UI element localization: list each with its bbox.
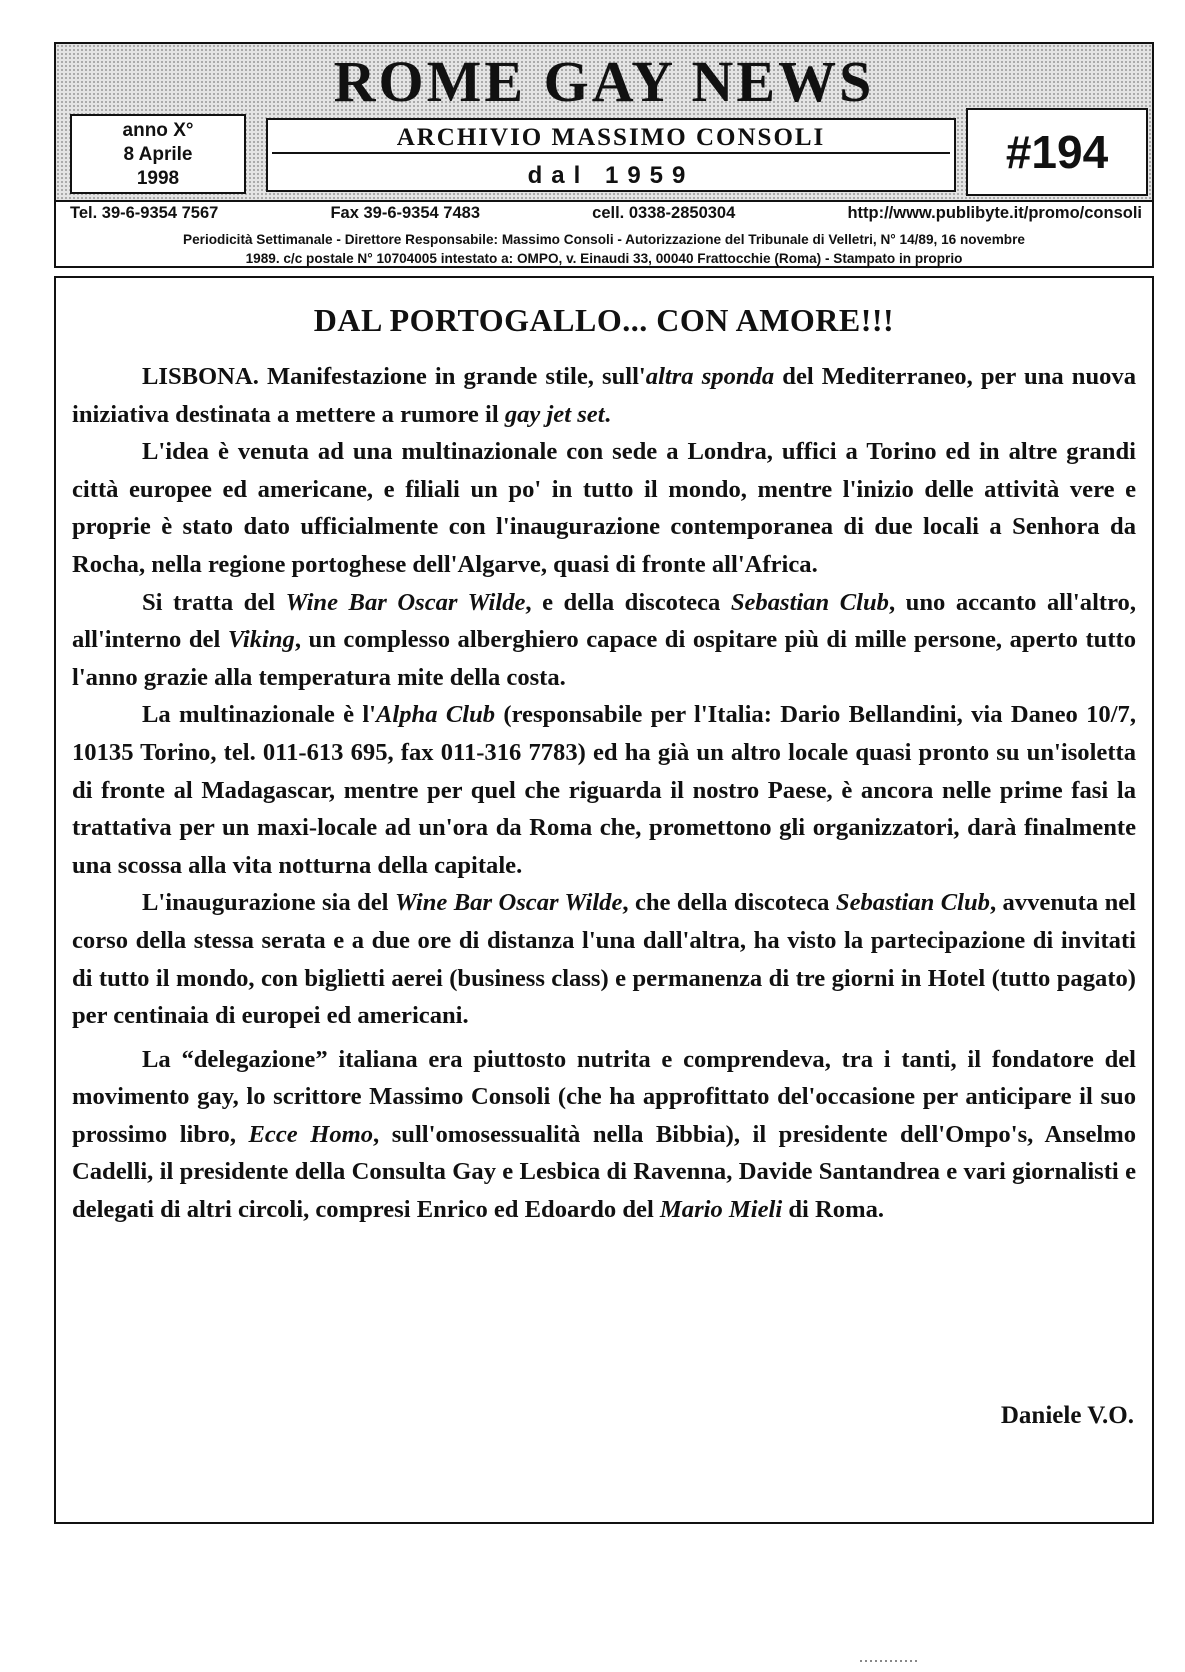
paragraph: L'idea è venuta ad una multinazionale con sede a Londra, uffici a Torino ed in altre grandi città europee ed americane, e filiali un po' in tutto il mondo, mentre l'inizio delle attività vere e proprie è stato dato ufficialmente con l'inaugurazione contemporanea di due locali a Senhora da Rocha, nella regione portoghese dell'Algarve, quasi di fronte all'Africa. bbox=[72, 438, 1136, 578]
article-body bbox=[72, 358, 1136, 1229]
issue-number: #194 bbox=[966, 108, 1148, 196]
contact-tel: Tel. 39-6-9354 7567 bbox=[70, 204, 219, 222]
paragraph bbox=[72, 358, 1136, 433]
masthead bbox=[54, 42, 1154, 268]
text-run: di Roma. bbox=[782, 1196, 885, 1224]
author-signature: Daniele V.O. bbox=[1000, 1402, 1134, 1429]
newspaper-title: ROME GAY NEWS bbox=[333, 49, 875, 114]
italic-run: Wine Bar Oscar Wilde bbox=[394, 889, 623, 917]
legal-line-2: 1989. c/c postale N° 10704005 intestato a: OMPO, v. Einaudi 33, 00040 Frattocchie (Roma) - Stampato in proprio bbox=[245, 251, 963, 266]
text-run: , che della discoteca bbox=[622, 889, 836, 917]
text-run: Si tratta del bbox=[142, 588, 286, 616]
italic-run: Sebastian Club bbox=[835, 889, 990, 917]
issue-day: 8 Aprile bbox=[123, 144, 193, 165]
italic-run: gay jet set bbox=[504, 400, 605, 428]
text-run: , uno accanto all'altro, all'interno del bbox=[72, 588, 1137, 654]
text-run: . bbox=[604, 400, 611, 428]
italic-run: Viking bbox=[227, 626, 295, 654]
text-run: LISBONA. Manifestazione in grande stile, sull' bbox=[142, 363, 646, 390]
italic-run: Ecce Homo bbox=[248, 1120, 374, 1148]
contact-cell: cell. 0338-2850304 bbox=[592, 204, 736, 222]
archive-title: ARCHIVIO MASSIMO CONSOLI bbox=[272, 124, 950, 154]
italic-run: Mario Mieli bbox=[659, 1196, 783, 1224]
italic-run: altra sponda bbox=[645, 363, 775, 390]
text-run: , sull'omosessualità nella Bibbia), il presidente dell'Ompo's, Anselmo Cadelli, il presidente della Consulta Gay e Lesbica di Ravenna, Davide Santandrea e vari giornalisti e delegati di altri circoli, compresi Enrico ed Edoardo del bbox=[72, 1120, 1136, 1224]
text-run: del Mediterraneo, per una nuova iniziativa destinata a mettere a rumore il bbox=[72, 363, 1137, 428]
issue-date-box bbox=[70, 114, 246, 194]
masthead-banner bbox=[56, 44, 1152, 202]
contact-line bbox=[70, 204, 1142, 223]
text-run: La “delegazione” italiana era piuttosto nutrita e comprendeva, tra i tanti, il fondatore del movimento gay, lo scrittore Massimo Consoli (che ha approfittato del'occasione per anticipare il suo prossimo libro, bbox=[72, 1045, 1136, 1148]
paragraph bbox=[72, 1041, 1136, 1229]
scan-artifact bbox=[860, 1660, 920, 1662]
italic-run: Alpha Club bbox=[376, 701, 496, 729]
italic-run: Wine Bar Oscar Wilde bbox=[285, 588, 526, 616]
text-run: , avvenuta nel corso della stessa serata e a due ore di distanza l'una dall'altra, ha visto la partecipazione di invitati di tutto il mondo, con biglietti aerei (business class) e permanenza di tre giorni in Hotel (tutto pagato) per centinaia di europei ed americani. bbox=[72, 889, 1137, 1030]
legal-notice bbox=[64, 230, 1144, 268]
text-run: , e della discoteca bbox=[525, 588, 731, 616]
text-run: La multinazionale è l' bbox=[142, 701, 377, 729]
paragraph bbox=[72, 584, 1136, 697]
legal-line-1: Periodicità Settimanale - Direttore Responsabile: Massimo Consoli - Autorizzazione del Tribunale di Velletri, N° 14/89, 16 novembre bbox=[183, 232, 1025, 247]
text-run: , un complesso alberghiero capace di ospitare più di mille persone, aperto tutto l'anno grazie alla temperatura mite della costa. bbox=[72, 626, 1136, 691]
contact-fax: Fax 39-6-9354 7483 bbox=[330, 204, 480, 222]
archive-box bbox=[266, 118, 956, 192]
italic-run: Sebastian Club bbox=[730, 588, 889, 616]
paragraph bbox=[72, 696, 1136, 884]
article bbox=[54, 276, 1154, 1524]
issue-year: anno X° bbox=[122, 120, 194, 141]
issue-year-number: 1998 bbox=[136, 168, 180, 189]
text-run: L'inaugurazione sia del bbox=[142, 889, 395, 917]
contact-web: http://www.publibyte.it/promo/consoli bbox=[847, 204, 1142, 222]
article-headline: DAL PORTOGALLO... CON AMORE!!! bbox=[313, 302, 895, 338]
since-label: dal 1959 bbox=[527, 162, 695, 189]
text-run: (responsabile per l'Italia: Dario Bellandini, via Daneo 10/7, 10135 Torino, tel. 011-613 695, fax 011-316 7783) ed ha già un altro locale quasi pronto su un'isoletta di fronte al Madagascar, mentre per quel che riguarda il nostro Paese, è ancora nelle prime fasi la trattativa per un maxi-locale ad un'ora da Roma che, promettono gli organizzatori, darà finalmente una scossa alla vita notturna della capitale. bbox=[72, 701, 1136, 879]
paragraph bbox=[72, 884, 1136, 1034]
